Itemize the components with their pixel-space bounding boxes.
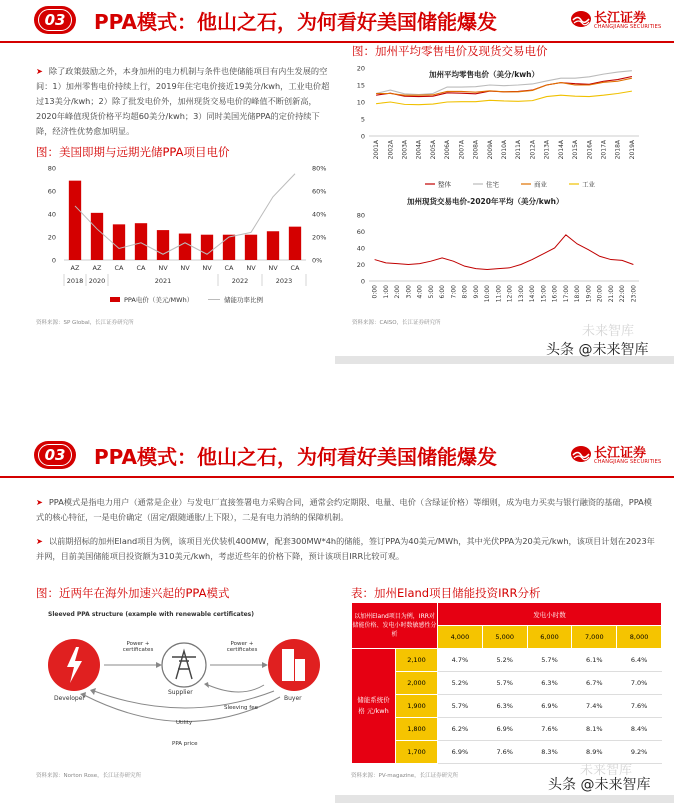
irr-cell: 9.2%	[617, 741, 662, 764]
x-tick-label: 12:00	[506, 285, 514, 303]
x-tick-label: NV	[180, 264, 190, 272]
group-label: 2022	[231, 277, 249, 285]
irr-cell: 7.6%	[482, 741, 527, 764]
hours-value: 4,000	[438, 626, 483, 649]
x-tick-label: 16:00	[551, 285, 559, 303]
irr-cell: 5.7%	[438, 695, 483, 718]
table-corner-header: 以加州Eland项目为例，IRR对储能价格、发电小时数敏感性分析	[352, 603, 438, 649]
chart-title: 加州现货交易电价-2020年平均（美分/kwh）	[407, 197, 564, 206]
y-tick-left: 60	[47, 187, 56, 196]
developer-label: Developer	[54, 695, 85, 702]
x-tick-label: 2:00	[394, 285, 402, 299]
building-icon	[282, 649, 294, 681]
price-value: 2,100	[396, 649, 438, 672]
x-tick-label: NV	[246, 264, 256, 272]
irr-cell: 8.4%	[617, 718, 662, 741]
x-tick-label: 23:00	[630, 285, 638, 303]
logo-subtext: CHANGJIANG SECURITIES	[594, 459, 662, 465]
bullet-arrow-icon: ➤	[36, 66, 43, 76]
irr-cell: 5.7%	[482, 672, 527, 695]
x-tick-label: 2017A	[600, 140, 608, 160]
slide-gap	[0, 365, 674, 435]
y-tick: 15	[356, 81, 365, 90]
x-tick-label: 21:00	[607, 285, 615, 303]
ppa-price-label: PPA price	[172, 741, 198, 747]
logo-icon	[570, 444, 592, 464]
table-title: 表：加州Eland项目储能投资IRR分析	[351, 586, 541, 600]
header-divider	[0, 476, 674, 478]
footer-bar	[335, 795, 674, 803]
legend-label: PPA电价（美元/MWh）	[124, 296, 194, 304]
irr-cell: 6.9%	[527, 695, 572, 718]
x-tick-label: 17:00	[562, 285, 570, 303]
x-tick-label: 2007A	[458, 140, 466, 160]
arrow-label-1: Power + certificates	[122, 641, 154, 653]
x-tick-label: 9:00	[472, 285, 480, 299]
x-tick-label: 2005A	[429, 140, 437, 160]
x-tick-label: 2012A	[529, 140, 537, 160]
section-number-badge: 03	[34, 6, 76, 34]
bar	[223, 235, 235, 260]
bar	[91, 213, 103, 260]
slide-header	[0, 0, 674, 46]
x-tick-label: 19:00	[585, 285, 593, 303]
y-tick: 0	[360, 132, 365, 141]
x-tick-label: 5:00	[427, 285, 435, 299]
x-tick-label: AZ	[92, 264, 102, 272]
y-tick: 20	[356, 261, 365, 269]
x-tick-label: 22:00	[619, 285, 627, 303]
x-tick-label: 8:00	[461, 285, 469, 299]
logo-subtext: CHANGJIANG SECURITIES	[594, 24, 662, 30]
left-source: 资料来源：SP Global，长江证券研究所	[36, 320, 134, 326]
bar	[289, 227, 301, 260]
x-tick-label: 2019A	[628, 140, 636, 160]
table-row	[352, 695, 662, 718]
series-line	[375, 235, 634, 270]
page-title: PPA模式：他山之石，为何看好美国储能爆发	[94, 10, 497, 34]
left-chart-title: 图：美国即期与远期光储PPA项目电价	[36, 145, 230, 159]
series-line	[376, 77, 632, 97]
diagram-title: 图：近两年在海外加速兴起的PPA模式	[36, 586, 230, 600]
irr-cell: 6.2%	[438, 718, 483, 741]
x-tick-label: 1:00	[382, 285, 390, 299]
x-tick-label: 7:00	[450, 285, 458, 299]
watermark-faint: 未来智库	[580, 763, 633, 778]
hours-header: 发电小时数	[438, 603, 662, 626]
supplier-label: Supplier	[168, 689, 193, 696]
bullet-arrow-icon: ➤	[36, 536, 43, 546]
legend-label: 工业	[582, 180, 595, 189]
right-source: 资料来源：PV-magazine，长江证券研究所	[351, 773, 459, 779]
legend-label: 商业	[534, 180, 547, 189]
x-tick-label: 2013A	[543, 140, 551, 160]
bar	[267, 231, 279, 260]
x-tick-label: 18:00	[574, 285, 582, 303]
left-source: 资料来源：Norton Rose，长江证券研究所	[36, 773, 142, 779]
header-divider	[0, 41, 674, 43]
irr-cell: 7.4%	[572, 695, 617, 718]
arrow-label-2: Power + certificates	[226, 641, 258, 653]
bullet-paragraph-1: ➤ PPA模式是指电力用户（通常是企业）与发电厂直接签署电力采购合同，通常会约定期限、电量、电价（含绿证价格）等细则，成为电力买卖与银行融资的基础，PPA模式的核心特征，一是电价确定（固定/跟随通胀/上下限），二是有电力消纳的保障机制。	[36, 497, 652, 522]
price-header: 储能系统价格 元/kwh	[352, 649, 396, 764]
price-value: 1,800	[396, 718, 438, 741]
y-tick: 60	[356, 228, 365, 236]
x-tick-label: 13:00	[517, 285, 525, 303]
utility-label: Utility	[176, 720, 193, 726]
irr-table	[351, 602, 662, 764]
x-tick-label: 2004A	[415, 140, 423, 160]
x-tick-label: 2015A	[572, 140, 580, 160]
price-value: 1,900	[396, 695, 438, 718]
table-row	[352, 649, 662, 672]
y-tick-left: 40	[47, 210, 56, 219]
buyer-label: Buyer	[284, 695, 302, 702]
y-tick: 5	[360, 115, 365, 124]
table-row	[352, 718, 662, 741]
irr-cell: 7.6%	[527, 718, 572, 741]
legend-label: 整体	[438, 180, 451, 189]
company-logo	[570, 442, 660, 472]
y-tick: 10	[356, 98, 365, 107]
irr-cell: 6.9%	[438, 741, 483, 764]
group-label: 2018	[66, 277, 84, 285]
hours-value: 8,000	[617, 626, 662, 649]
price-value: 2,000	[396, 672, 438, 695]
irr-cell: 6.3%	[482, 695, 527, 718]
irr-cell: 6.9%	[482, 718, 527, 741]
group-label: 2023	[275, 277, 293, 285]
irr-cell: 5.2%	[482, 649, 527, 672]
hours-value: 5,000	[482, 626, 527, 649]
x-tick-label: 0:00	[371, 285, 379, 299]
x-tick-label: 4:00	[416, 285, 424, 299]
diagram-heading: Sleeved PPA structure (example with renewable certificates)	[48, 611, 254, 618]
sleeving-label: Sleeving fee	[224, 705, 258, 711]
y-tick-left: 0	[51, 256, 56, 265]
irr-cell: 7.6%	[617, 695, 662, 718]
chart-title: 加州平均零售电价（美分/kwh）	[429, 70, 539, 79]
x-tick-label: CA	[136, 264, 146, 272]
irr-cell: 4.7%	[438, 649, 483, 672]
irr-cell: 5.7%	[527, 649, 572, 672]
bullet-paragraph: ➤ 除了政策鼓励之外，本身加州的电力机制与条件也使储能项目有内生发展的空间：1）加州零售电价持续上行，2019年住宅电价接近19美分/kwh，工业电价超过13美分/kwh；2）除了批发电价外，加州现货交易电价的峰值不断创新高，2020年峰值现货价格平均超60美分/kwh；3）同时美国光储PPA的定价持续下降，经济性优势愈加明显。	[36, 66, 330, 136]
y-tick-left: 20	[47, 233, 56, 242]
x-tick-label: AZ	[70, 264, 80, 272]
company-logo	[570, 7, 660, 37]
irr-cell: 8.3%	[527, 741, 572, 764]
irr-cell: 8.9%	[572, 741, 617, 764]
group-label: 2021	[154, 277, 172, 285]
y-tick: 40	[356, 244, 365, 253]
x-tick-label: 20:00	[596, 285, 604, 303]
irr-cell: 5.2%	[438, 672, 483, 695]
bar	[201, 235, 213, 260]
group-label: 2020	[88, 277, 106, 285]
series-line	[376, 78, 632, 95]
retail-price-line-chart	[345, 60, 645, 192]
series-line	[376, 91, 632, 105]
x-tick-label: 14:00	[529, 285, 537, 303]
watermark-faint: 未来智库	[582, 324, 635, 339]
x-tick-label: NV	[158, 264, 168, 272]
bullet-paragraph-2: ➤ 以前期招标的加州Eland项目为例，该项目光伏装机400MW，配套300MW*4h的储能，签订PPA为40美元/MWh，其中光伏PPA为20美元/kwh，该项目计划在2023年并网，目前美国储能项目投资额为310美元/kwh，考虑近些年的价格下降，预计该项目IRR比较可观。	[36, 536, 655, 561]
irr-cell: 6.4%	[617, 649, 662, 672]
bar	[179, 234, 191, 260]
slide-1	[0, 0, 674, 365]
y-tick: 20	[356, 64, 365, 73]
x-tick-label: 2014A	[557, 140, 565, 160]
y-tick-right: 80%	[312, 164, 327, 173]
x-tick-label: CA	[224, 264, 234, 272]
x-tick-label: 2003A	[401, 140, 409, 160]
right-source: 资料来源：CAISO，长江证券研究所	[352, 320, 441, 326]
x-tick-label: 2008A	[472, 140, 480, 160]
hours-value: 7,000	[572, 626, 617, 649]
x-tick-label: 10:00	[484, 285, 492, 303]
bar	[69, 181, 81, 260]
irr-cell: 6.7%	[572, 672, 617, 695]
right-chart-title: 图：加州平均零售电价及现货交易电价	[352, 44, 548, 58]
hours-value: 6,000	[527, 626, 572, 649]
x-tick-label: 6:00	[439, 285, 447, 299]
x-tick-label: 2006A	[444, 140, 452, 160]
y-tick: 0	[360, 277, 365, 286]
ppa-diagram	[36, 607, 336, 757]
page-title: PPA模式：他山之石，为何看好美国储能爆发	[94, 445, 497, 469]
ppa-diagram-graphic	[36, 607, 336, 757]
x-tick-label: NV	[202, 264, 212, 272]
bullet-arrow-icon: ➤	[36, 497, 43, 507]
x-tick-label: 2002A	[387, 140, 395, 160]
logo-icon	[570, 9, 592, 29]
x-tick-label: 11:00	[495, 285, 503, 303]
x-tick-label: 3:00	[405, 285, 413, 299]
slide-header	[0, 435, 674, 481]
table-row	[352, 741, 662, 764]
irr-cell: 6.3%	[527, 672, 572, 695]
logo-text: 长江证券	[594, 446, 647, 461]
legend-label: 储能功率比例	[224, 296, 263, 304]
section-number-badge: 03	[34, 441, 76, 469]
y-tick-right: 20%	[312, 233, 327, 242]
irr-cell: 8.1%	[572, 718, 617, 741]
x-tick-label: CA	[290, 264, 300, 272]
price-value: 1,700	[396, 741, 438, 764]
bar	[157, 230, 169, 260]
legend-swatch	[110, 297, 120, 302]
table-row	[352, 672, 662, 695]
watermark: 头条 @未来智库	[548, 777, 651, 793]
x-tick-label: 15:00	[540, 285, 548, 303]
y-tick: 80	[356, 211, 365, 220]
x-tick-label: 2011A	[515, 140, 523, 160]
x-tick-label: CA	[114, 264, 124, 272]
x-tick-label: 2010A	[501, 140, 508, 160]
bar	[113, 224, 125, 260]
irr-cell: 6.1%	[572, 649, 617, 672]
x-tick-label: 2001A	[373, 140, 381, 160]
legend-label: 住宅	[486, 180, 499, 189]
y-tick-left: 80	[47, 164, 56, 173]
x-tick-label: 2016A	[586, 140, 594, 160]
ppa-bar-chart	[30, 160, 340, 310]
y-tick-right: 60%	[312, 187, 327, 196]
x-tick-label: NV	[268, 264, 278, 272]
bar	[135, 223, 147, 260]
y-tick-right: 40%	[312, 210, 327, 219]
x-tick-label: 2009A	[486, 140, 494, 160]
spot-price-line-chart	[345, 193, 645, 315]
irr-cell: 7.0%	[617, 672, 662, 695]
y-tick-right: 0%	[312, 256, 323, 265]
x-tick-label: 2018A	[614, 140, 622, 160]
watermark: 头条 @未来智库	[546, 342, 649, 358]
logo-text: 长江证券	[594, 11, 647, 26]
bar	[245, 235, 257, 260]
